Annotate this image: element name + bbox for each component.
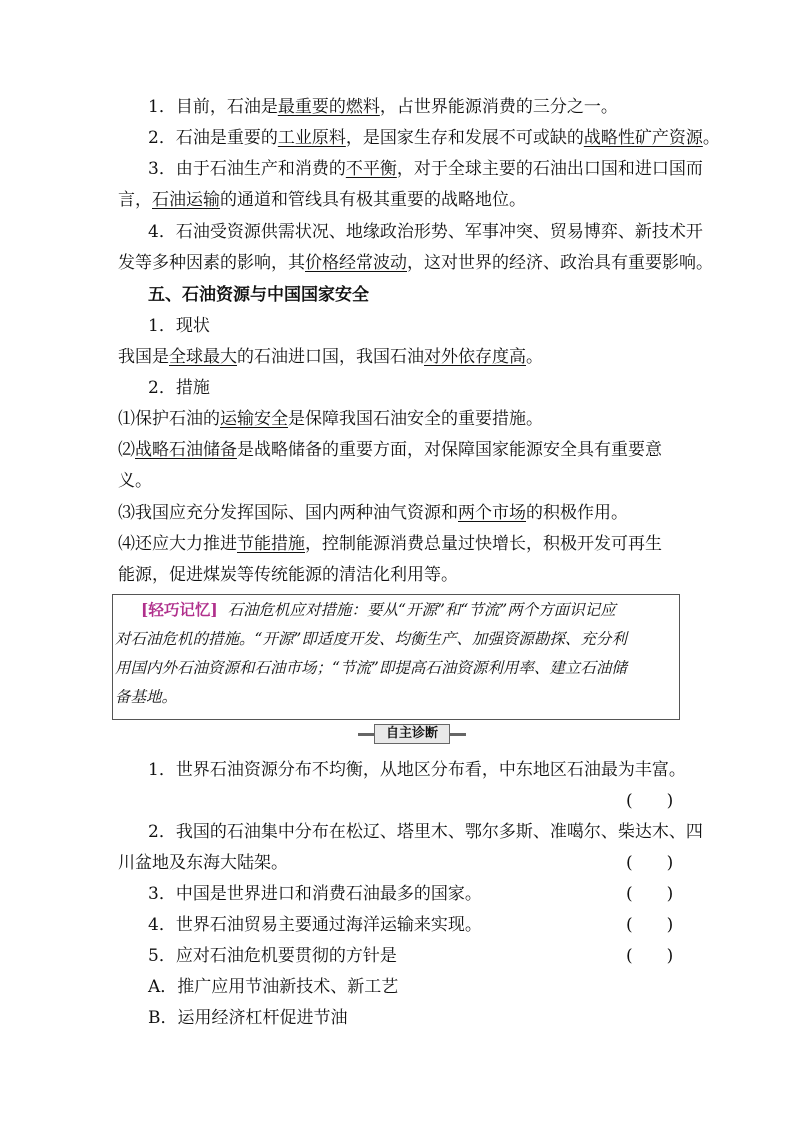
option-b[interactable]: B．运用经济杠杆促进节油 — [148, 1008, 348, 1028]
measures-heading: 2．措施 — [148, 378, 210, 398]
tip-line-4: 备基地。 — [115, 688, 178, 706]
measure-2-line-2: 义。 — [118, 471, 152, 491]
question-2-line-2: 川盆地及东海大陆架。 — [118, 853, 288, 873]
measure-1: ⑴保护石油的运输安全是保障我国石油安全的重要措施。 — [118, 409, 543, 429]
point-2: 2．石油是重要的工业原料，是国家生存和发展不可或缺的战略性矿产资源。 — [148, 128, 720, 148]
answer-blank-4[interactable]: ( ) — [626, 915, 674, 935]
status-heading: 1．现状 — [148, 316, 210, 336]
answer-blank-3[interactable]: ( ) — [626, 884, 674, 904]
point-3-line-2: 言，石油运输的通道和管线具有极其重要的战略地位。 — [118, 190, 526, 210]
point-4-line-2: 发等多种因素的影响，其价格经常波动，这对世界的经济、政治具有重要影响。 — [118, 253, 713, 273]
diagnosis-header — [358, 724, 466, 744]
point-4-line-1: 4．石油受资源供需状况、地缘政治形势、军事冲突、贸易博弈、新技术开 — [148, 222, 703, 242]
question-2-line-1: 2．我国的石油集中分布在松辽、塔里木、鄂尔多斯、准噶尔、柴达木、四 — [148, 822, 703, 842]
memory-tip-box — [112, 594, 680, 720]
point-3-line-1: 3．由于石油生产和消费的不平衡，对于全球主要的石油出口国和进口国而 — [148, 159, 703, 179]
tip-line-3: 用国内外石油资源和石油市场；“节流”即提高石油资源利用率、建立石油储 — [115, 659, 627, 677]
tip-line-2: 对石油危机的措施。“开源”即适度开发、均衡生产、加强资源勘探、充分利 — [115, 630, 627, 648]
measure-4-line-2: 能源，促进煤炭等传统能源的清洁化利用等。 — [118, 565, 458, 585]
question-5: 5．应对石油危机要贯彻的方针是 — [148, 946, 397, 966]
question-3: 3．中国是世界进口和消费石油最多的国家。 — [148, 884, 482, 904]
answer-blank-5[interactable]: ( ) — [626, 946, 674, 966]
option-a[interactable]: A．推广应用节油新技术、新工艺 — [148, 977, 399, 997]
measure-4-line-1: ⑷还应大力推进节能措施，控制能源消费总量过快增长，积极开发可再生 — [118, 534, 662, 554]
tip-line-1: [轻巧记忆] 石油危机应对措施：要从“开源”和“节流”两个方面识记应 — [141, 600, 616, 619]
point-1: 1．目前，石油是最重要的燃料，占世界能源消费的三分之一。 — [148, 97, 618, 117]
answer-blank-1[interactable]: ( ) — [626, 791, 674, 811]
section-5-title: 五、石油资源与中国国家安全 — [148, 285, 369, 305]
status-text: 我国是全球最大的石油进口国，我国石油对外依存度高。 — [118, 347, 543, 367]
measure-2-line-1: ⑵战略石油储备是战略储备的重要方面，对保障国家能源安全具有重要意 — [118, 440, 662, 460]
diagnosis-title: 自主诊断 — [374, 724, 450, 744]
measure-3: ⑶我国应充分发挥国际、国内两种油气资源和两个市场的积极作用。 — [118, 503, 628, 523]
tip-label: [轻巧记忆] — [141, 600, 218, 619]
question-1: 1．世界石油资源分布不均衡，从地区分布看，中东地区石油最为丰富。 — [148, 760, 686, 780]
question-4: 4．世界石油贸易主要通过海洋运输来实现。 — [148, 915, 482, 935]
answer-blank-2[interactable]: ( ) — [626, 853, 674, 873]
